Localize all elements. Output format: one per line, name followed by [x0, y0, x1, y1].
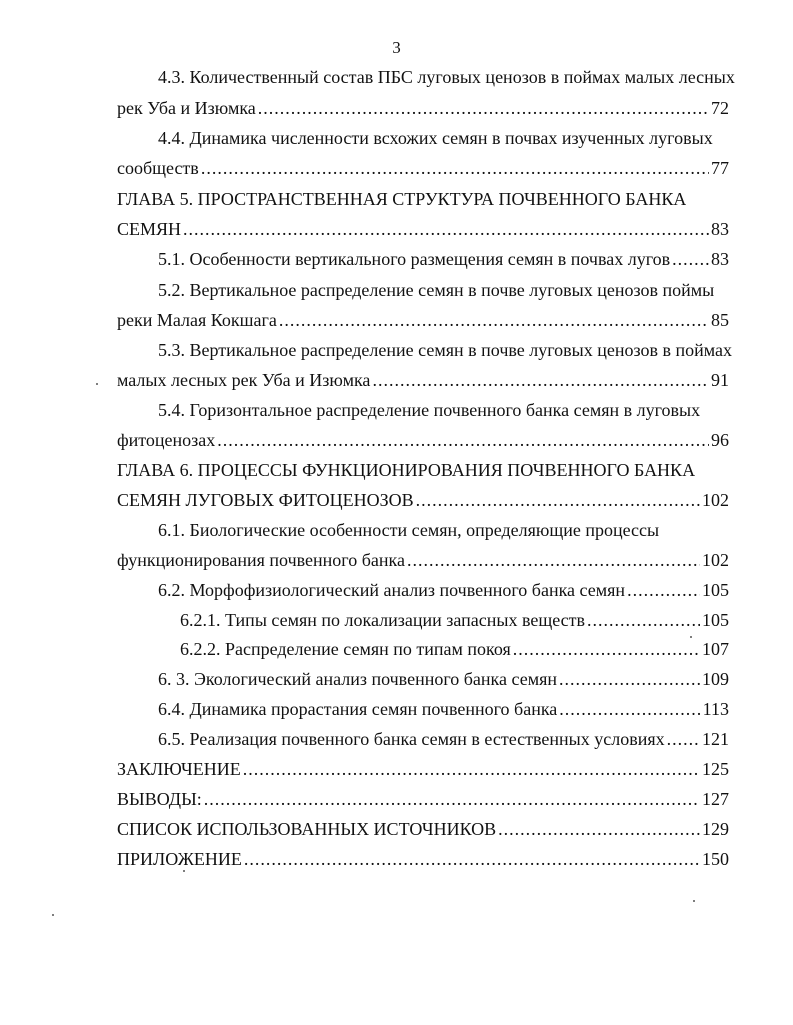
toc-entry-title: 6.4. Динамика прорастания семян почвенного банка	[158, 699, 558, 719]
toc-page-number: 109	[702, 669, 729, 689]
toc-page-number: 96	[711, 430, 729, 450]
toc-chapter-6-line1: ГЛАВА 6. ПРОЦЕССЫ ФУНКЦИОНИРОВАНИЯ ПОЧВЕННОГО БАНКА	[117, 460, 696, 480]
toc-entry-title: 6.2.1. Типы семян по локализации запасных веществ	[180, 610, 585, 630]
toc-entry-6-5	[158, 724, 729, 754]
toc-entry-title: 5.1. Особенности вертикального размещения семян в почвах лугов	[158, 249, 671, 269]
toc-page-number: 125	[702, 759, 729, 779]
toc-entry-title: СЕМЯН	[117, 219, 182, 239]
toc-entry-6-2-2	[180, 634, 729, 664]
toc-page-number: 91	[711, 370, 729, 390]
toc-sources	[117, 814, 729, 844]
dot-leader	[244, 844, 700, 874]
dot-leader	[372, 365, 709, 395]
dot-leader	[201, 153, 709, 183]
toc-page-number: 102	[702, 490, 729, 510]
dot-leader	[587, 605, 700, 635]
page-number: 3	[392, 38, 401, 57]
scan-speck	[690, 636, 692, 638]
toc-entry-5-3	[117, 365, 729, 395]
dot-leader	[627, 575, 700, 605]
toc-entry-4-3	[117, 93, 729, 123]
toc-entry-title: ПРИЛОЖЕНИЕ	[117, 849, 242, 869]
toc-conclusion	[117, 754, 729, 784]
toc-entry-title: фитоценозах	[117, 430, 216, 450]
toc-appendix	[117, 844, 729, 874]
dot-leader	[416, 485, 700, 515]
toc-entry-title: СПИСОК ИСПОЛЬЗОВАННЫХ ИСТОЧНИКОВ	[117, 819, 497, 839]
scan-speck	[96, 383, 98, 385]
toc-chapter-6	[117, 485, 729, 515]
dot-leader	[407, 545, 700, 575]
toc-entry-title: малых лесных рек Уба и Изюмка	[117, 370, 371, 390]
toc-page-number: 77	[711, 158, 729, 178]
toc-entry-5-2-line1: 5.2. Вертикальное распределение семян в почве луговых ценозов поймы	[158, 280, 715, 300]
toc-entry-title: 6.2.2. Распределение семян по типам покоя	[180, 639, 511, 659]
toc-entry-title: СЕМЯН ЛУГОВЫХ ФИТОЦЕНОЗОВ	[117, 490, 414, 510]
toc-entry-title: 6.2. Морфофизиологический анализ почвенного банка семян	[158, 580, 626, 600]
toc-page-number: 83	[711, 249, 729, 269]
toc-page-number: 127	[702, 789, 729, 809]
dot-leader	[279, 305, 709, 335]
toc-entry-6-3	[158, 664, 729, 694]
toc-page-number: 102	[702, 550, 729, 570]
toc-entry-title: реки Малая Кокшага	[117, 310, 277, 330]
toc-entry-6-4	[158, 694, 729, 724]
toc-page-number: 121	[702, 729, 729, 749]
dot-leader	[667, 724, 700, 754]
dot-leader	[183, 214, 709, 244]
toc-page-number: 150	[702, 849, 729, 869]
toc-entry-6-1-line1: 6.1. Биологические особенности семян, определяющие процессы	[158, 520, 660, 540]
toc-entry-title: 6. 3. Экологический анализ почвенного банка семян	[158, 669, 558, 689]
toc-page-number: 72	[711, 98, 729, 118]
toc-entry-5-3-line1: 5.3. Вертикальное распределение семян в почве луговых ценозов в поймах	[158, 340, 733, 360]
toc-entry-4-4	[117, 153, 729, 183]
dot-leader	[559, 694, 700, 724]
dot-leader	[513, 634, 700, 664]
toc-entry-title: сообществ	[117, 158, 199, 178]
dot-leader	[243, 754, 700, 784]
toc-page-number: 85	[711, 310, 729, 330]
toc-page-number: 105	[702, 580, 729, 600]
dot-leader	[217, 425, 709, 455]
toc-entry-5-4	[117, 425, 729, 455]
toc-page-number: 105	[702, 610, 729, 630]
dot-leader	[672, 244, 709, 274]
toc-page-number: 129	[702, 819, 729, 839]
toc-entry-4-4-line1: 4.4. Динамика численности всхожих семян в почвах изученных луговых	[158, 128, 713, 148]
toc-entry-5-2	[117, 305, 729, 335]
toc-entry-4-3-line1: 4.3. Количественный состав ПБС луговых ценозов в поймах малых лесных	[158, 67, 735, 87]
scan-speck	[693, 900, 695, 902]
dot-leader	[258, 93, 709, 123]
toc-page-number: 83	[711, 219, 729, 239]
toc-entry-5-4-line1: 5.4. Горизонтальное распределение почвенного банка семян в луговых	[158, 400, 701, 420]
toc-entry-6-2-1	[180, 605, 729, 635]
toc-entry-6-2	[158, 575, 729, 605]
toc-chapter-5	[117, 214, 729, 244]
dot-leader	[498, 814, 700, 844]
scan-speck	[183, 870, 185, 872]
toc-entry-6-1	[117, 545, 729, 575]
toc-entry-5-1	[158, 244, 729, 274]
toc-page-number: 107	[702, 639, 729, 659]
scan-speck	[52, 914, 54, 916]
toc-entry-title: 6.5. Реализация почвенного банка семян в естественных условиях	[158, 729, 665, 749]
dot-leader	[559, 664, 700, 694]
toc-entry-title: рек Уба и Изюмка	[117, 98, 256, 118]
toc-entry-title: ЗАКЛЮЧЕНИЕ	[117, 759, 241, 779]
toc-page-number: 113	[702, 699, 729, 719]
toc-entry-title: функционирования почвенного банка	[117, 550, 405, 570]
dot-leader	[204, 784, 700, 814]
toc-entry-title: ВЫВОДЫ:	[117, 789, 202, 809]
toc-chapter-5-line1: ГЛАВА 5. ПРОСТРАНСТВЕННАЯ СТРУКТУРА ПОЧВЕННОГО БАНКА	[117, 189, 687, 209]
toc-findings	[117, 784, 729, 814]
